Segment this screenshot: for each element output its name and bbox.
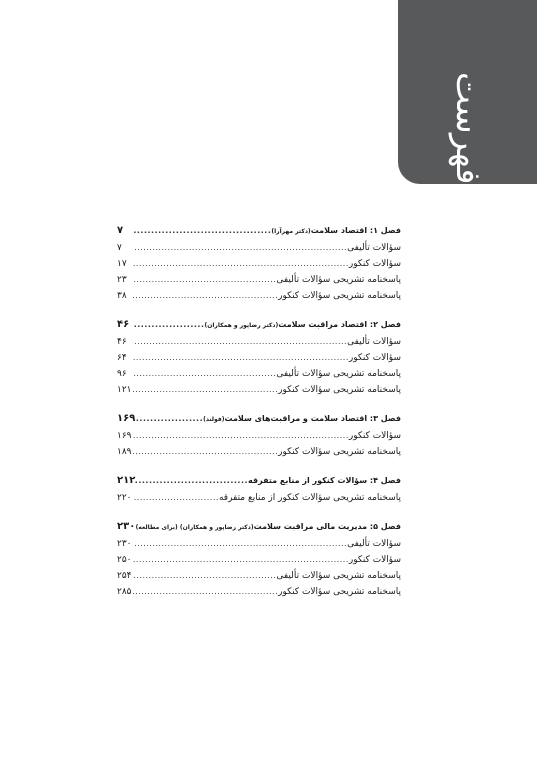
page-number: ۹۶ bbox=[117, 369, 127, 379]
dot-leader bbox=[135, 472, 248, 490]
dot-leader bbox=[133, 316, 204, 334]
entry-label: سؤالات تألیفی bbox=[347, 539, 401, 549]
entry-label: پاسخنامه تشریحی سؤالات تألیفی bbox=[276, 275, 401, 285]
table-of-contents bbox=[117, 222, 401, 612]
dot-leader bbox=[133, 350, 349, 366]
toc-entry[interactable] bbox=[117, 382, 401, 398]
chapter-2 bbox=[117, 316, 401, 398]
toc-entry[interactable] bbox=[117, 272, 401, 288]
entry-label: پاسخنامه تشریحی سؤالات تألیفی bbox=[276, 369, 401, 379]
page-number: ۲۳ bbox=[117, 275, 127, 285]
chapter-heading[interactable] bbox=[117, 472, 401, 490]
dot-leader bbox=[133, 568, 276, 584]
entry-label: سؤالات کنکور bbox=[348, 353, 401, 363]
toc-entry[interactable] bbox=[117, 366, 401, 382]
toc-entry[interactable] bbox=[117, 490, 401, 506]
page-number: ۶۴ bbox=[117, 353, 127, 363]
chapter-heading[interactable] bbox=[117, 410, 401, 428]
page-number: ۴۶ bbox=[117, 337, 127, 347]
page-number: ۲۳۰ bbox=[117, 539, 132, 549]
page-number: ۲۵۴ bbox=[117, 571, 132, 581]
dot-leader bbox=[133, 366, 276, 382]
entry-label: سؤالات تألیفی bbox=[347, 337, 401, 347]
chapter-title: فصل ۴: سؤالات کنکور از منابع متفرقه bbox=[248, 476, 401, 485]
chapter-title: فصل ۲: اقتصاد مراقبت سلامت bbox=[278, 320, 401, 329]
entry-label: پاسخنامه تشریحی سؤالات کنکور bbox=[278, 587, 401, 597]
dot-leader bbox=[133, 536, 347, 552]
dot-leader bbox=[133, 256, 349, 272]
entry-label: پاسخنامه تشریحی سؤالات کنکور bbox=[278, 291, 401, 301]
toc-entry[interactable] bbox=[117, 584, 401, 600]
dot-leader bbox=[133, 428, 349, 444]
toc-entry[interactable] bbox=[117, 428, 401, 444]
chapter-subtitle: (دکتر رضاپور و همکاران) (برای مطالعه) bbox=[135, 524, 254, 531]
page-number: ۱۲۱ bbox=[117, 385, 132, 395]
entry-label: پاسخنامه تشریحی سؤالات کنکور bbox=[278, 447, 401, 457]
entry-label: سؤالات کنکور bbox=[348, 431, 401, 441]
toc-entry[interactable] bbox=[117, 350, 401, 366]
toc-entry[interactable] bbox=[117, 288, 401, 304]
toc-entry[interactable] bbox=[117, 444, 401, 460]
dot-leader bbox=[133, 382, 278, 398]
dot-leader bbox=[133, 240, 347, 256]
page-number: ۱۶۹ bbox=[117, 431, 132, 441]
chapter-subtitle: (دکتر رضاپور و همکاران) bbox=[204, 322, 279, 329]
chapter-title: فصل ۱: اقتصاد سلامت bbox=[310, 226, 401, 235]
chapter-title: فصل ۳: اقتصاد سلامت و مراقبت‌های سلامت bbox=[224, 414, 401, 423]
dot-leader bbox=[133, 552, 349, 568]
toc-entry[interactable] bbox=[117, 536, 401, 552]
page-number: ۲۲۰ bbox=[117, 493, 132, 503]
dot-leader bbox=[133, 584, 278, 600]
page-number: ۷ bbox=[117, 225, 124, 236]
dot-leader bbox=[135, 410, 203, 428]
entry-label: سؤالات تألیفی bbox=[347, 243, 401, 253]
toc-entry[interactable] bbox=[117, 256, 401, 272]
page-number: ۲۸۵ bbox=[117, 587, 132, 597]
dot-leader bbox=[133, 222, 271, 240]
page-number: ۷ bbox=[117, 243, 122, 253]
chapter-subtitle: (دکتر مهرآرا) bbox=[271, 228, 311, 235]
toc-entry[interactable] bbox=[117, 334, 401, 350]
dot-leader bbox=[133, 288, 278, 304]
chapter-heading[interactable] bbox=[117, 222, 401, 240]
entry-label: سؤالات کنکور bbox=[348, 259, 401, 269]
chapter-3 bbox=[117, 410, 401, 460]
dot-leader bbox=[133, 444, 278, 460]
toc-entry[interactable] bbox=[117, 568, 401, 584]
page-number: ۲۳۰ bbox=[117, 521, 136, 532]
entry-label: سؤالات کنکور bbox=[348, 555, 401, 565]
page-number: ۳۸ bbox=[117, 291, 127, 301]
dot-leader bbox=[133, 272, 276, 288]
entry-label: پاسخنامه تشریحی سؤالات کنکور bbox=[278, 385, 401, 395]
page-title: فهرست bbox=[448, 72, 488, 185]
dot-leader bbox=[133, 490, 219, 506]
page-number: ۱۸۹ bbox=[117, 447, 132, 457]
chapter-subtitle: (فولند) bbox=[203, 416, 225, 423]
chapter-4 bbox=[117, 472, 401, 506]
toc-entry[interactable] bbox=[117, 240, 401, 256]
chapter-heading[interactable] bbox=[117, 316, 401, 334]
dot-leader bbox=[133, 334, 347, 350]
page-number: ۲۵۰ bbox=[117, 555, 132, 565]
chapter-heading[interactable] bbox=[117, 518, 401, 536]
page-number: ۴۶ bbox=[117, 319, 130, 330]
chapter-title: فصل ۵: مدیریت مالی مراقبت سلامت bbox=[253, 522, 401, 531]
page-number: ۱۷ bbox=[117, 259, 127, 269]
entry-label: پاسخنامه تشریحی سؤالات کنکور از منابع متفرقه bbox=[218, 493, 401, 503]
chapter-1 bbox=[117, 222, 401, 304]
page-number: ۱۶۹ bbox=[117, 413, 136, 424]
chapter-5 bbox=[117, 518, 401, 600]
page-number: ۲۱۲ bbox=[117, 475, 136, 486]
entry-label: پاسخنامه تشریحی سؤالات تألیفی bbox=[276, 571, 401, 581]
toc-entry[interactable] bbox=[117, 552, 401, 568]
